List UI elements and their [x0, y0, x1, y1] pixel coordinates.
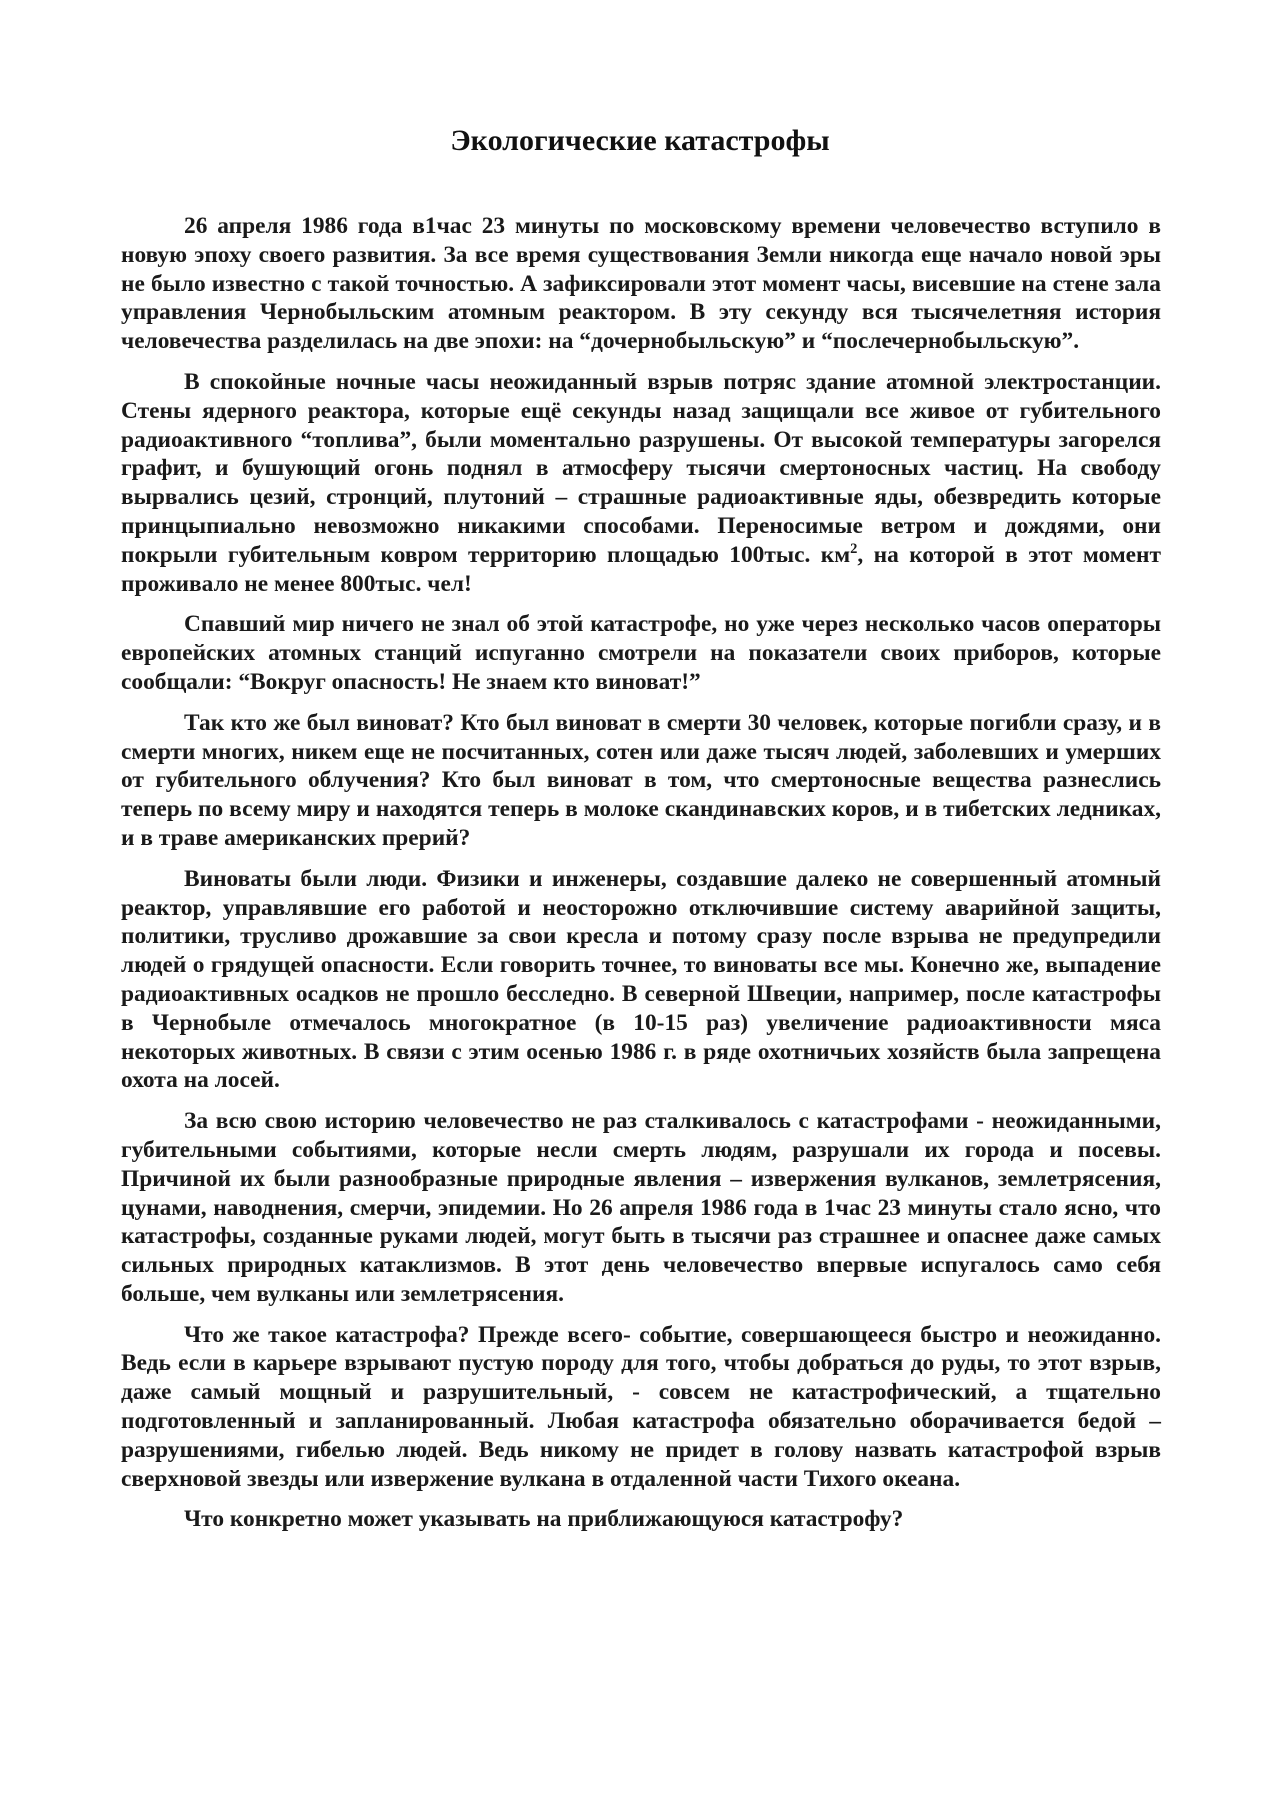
paragraph-1: 26 апреля 1986 года в1час 23 минуты по московскому времени человечество вступило в новую эпоху своего развития. За все время существования Земли никогда еще начало новой эры не было известно с такой точностью. А зафиксировали этот момент часы, висевшие на стене зала управления Чернобыльским атомным реактором. В эту секунду вся тысячелетняя история человечества разделилась на две эпохи: на “дочернобыльскую” и “послечернобыльскую”.: [121, 213, 1161, 355]
area-unit-superscript: 2: [850, 540, 858, 557]
document-body: [121, 212, 1161, 1546]
paragraph-2-text-after: , на которой в этот момент проживало не менее 800тыс. чел!: [121, 541, 1161, 597]
paragraph-7: Что же такое катастрофа? Прежде всего- событие, совершающееся быстро и неожиданно. Ведь если в карьере взрывают пустую породу для того, чтобы добраться до руды, то этот взрыв, даже самый мощный и разрушительный, - совсем не катастрофический, а тщательно подготовленный и запланированный. Любая катастрофа обязательно оборачивается бедой – разрушениями, гибелью людей. Ведь никому не придет в голову назвать катастрофой взрыв сверхновой звезды или извержение вулкана в отдаленной части Тихого океана.: [121, 1321, 1161, 1492]
paragraph-6: За всю свою историю человечество не раз сталкивалось с катастрофами - неожиданными, губительными событиями, которые несли смерть людям, разрушали их города и посевы. Причиной их были разнообразные природные явления – извержения вулканов, землетрясения, цунами, наводнения, смерчи, эпидемии. Но 26 апреля 1986 года в 1час 23 минуты стало ясно, что катастрофы, созданные руками людей, могут быть в тысячи раз страшнее и опаснее даже самых сильных природных катаклизмов. В этот день человечество впервые испугалось само себя больше, чем вулканы или землетрясения.: [121, 1108, 1161, 1307]
paragraph-5: Виноваты были люди. Физики и инженеры, создавшие далеко не совершенный атомный реактор, управлявшие его работой и неосторожно отключившие систему аварийной защиты, политики, трусливо дрожавшие за свои кресла и потому сразу после взрыва не предупредили людей о грядущей опасности. Если говорить точнее, то виноваты все мы. Конечно же, выпадение радиоактивных осадков не прошло бесследно. В северной Швеции, например, после катастрофы в Чернобыле отмечалось многократное (в 10-15 раз) увеличение радиоактивности мяса некоторых животных. В связи с этим осенью 1986 г. в ряде охотничьих хозяйств была запрещена охота на лосей.: [121, 865, 1161, 1094]
paragraph-2: [121, 368, 1161, 598]
page-title: Экологические катастрофы: [450, 124, 830, 157]
paragraph-8: Что конкретно может указывать на приближающуюся катастрофу?: [184, 1506, 904, 1533]
paragraph-4: Так кто же был виноват? Кто был виноват в смерти 30 человек, которые погибли сразу, и в смерти многих, никем еще не посчитанных, сотен или даже тысяч людей, заболевших и умерших от губительного облучения? Кто был виноват в том, что смертоносные вещества разнеслись теперь по всему миру и находятся теперь в молоке скандинавских коров, и в тибетских ледниках, и в траве американских прерий?: [121, 709, 1161, 851]
paragraph-2-text-before: В спокойные ночные часы неожиданный взрыв потряс здание атомной электростанции. Стены ядерного реактора, которые ещё секунды назад защищали все живое от губительного радиоактивного “топлива”, были моментально разрушены. От высокой температуры загорелся графит, и бушующий огонь поднял в атмосферу тысячи смертоносных частиц. На свободу вырвались цезий, стронций, плутоний – страшные радиоактивные яды, обезвредить которые принцыпиально невозможно никакими способами. Переносимые ветром и дождями, они покрыли губительным ковром территорию площадью 100тыс. км: [121, 368, 1161, 568]
paragraph-3: Спавший мир ничего не знал об этой катастрофе, но уже через несколько часов операторы европейских атомных станций испуганно смотрели на показатели своих приборов, которые сообщали: “Вокруг опасность! Не знаем кто виноват!”: [121, 611, 1161, 695]
